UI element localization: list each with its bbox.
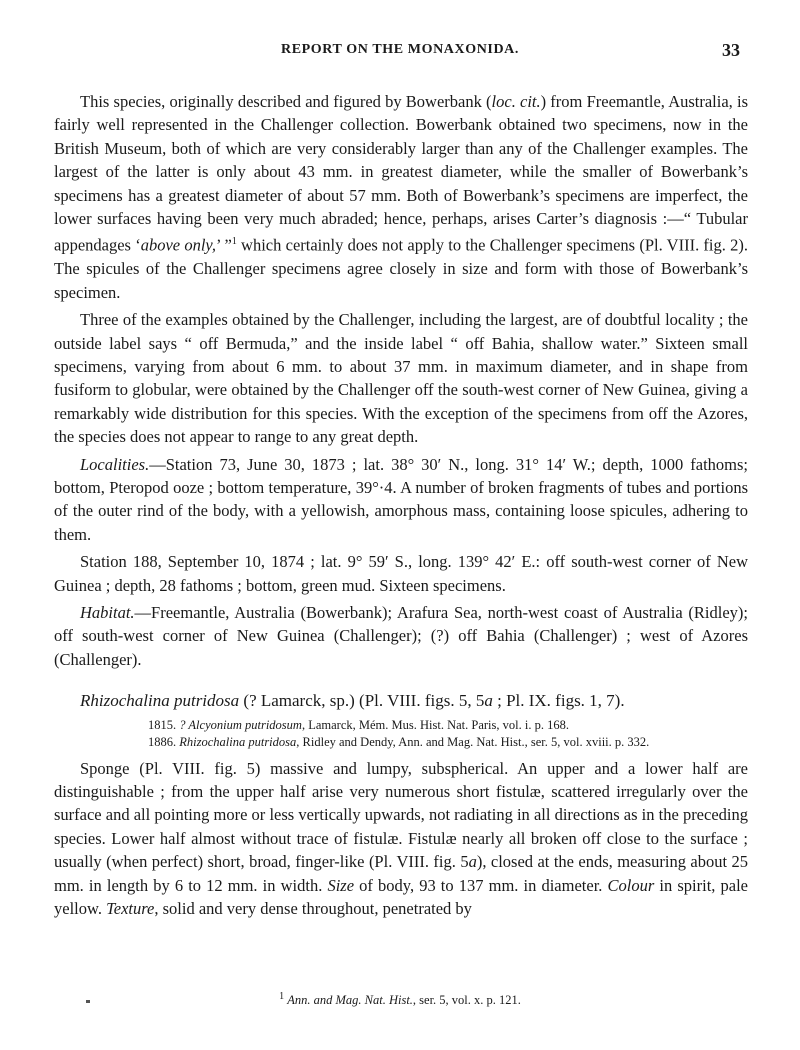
p1-text-a: This species, originally described and figured by Bowerbank (	[80, 92, 492, 111]
paragraph-station-188: Station 188, September 10, 1874 ; lat. 9° 59′ S., long. 139° 42′ E.: off south-west corner of New Guinea ; depth, 28 fathoms ; bottom, green mud. Sixteen specimens.	[54, 552, 748, 595]
desc-text-e: , solid and very dense throughout, penetrated by	[154, 899, 472, 919]
size-label: Size	[327, 875, 355, 895]
loc-cit: loc. cit.	[491, 92, 541, 111]
footnote-mark: 1	[279, 991, 285, 1002]
species-fig-a: a	[484, 691, 493, 711]
ref-year: 1886.	[148, 734, 177, 749]
species-rest-b: ; Pl. IX. figs. 1, 7).	[492, 691, 625, 711]
localities-text: —Station 73, June 30, 1873 ; lat. 38° 30′ N., long. 31° 14′ W.; depth, 1000 fathoms; bottom, Pteropod ooze ; bottom temperature, 39°·4. A number of broken fragments of tubes and portions of the outer rind of the body, with a yellowish, amorphous mass, containing loose spicules, adhering to them.	[54, 454, 748, 544]
ref-citation: , Lamarck, Mém. Mus. Hist. Nat. Paris, vol. i. p. 168.	[301, 717, 569, 732]
page-number: 33	[722, 40, 740, 60]
footnote	[0, 991, 800, 1008]
reference-1815	[54, 717, 748, 734]
above-only: above only,	[140, 235, 216, 255]
ref-query: ?	[176, 717, 189, 732]
running-head: REPORT ON THE MONAXONIDA.	[280, 42, 519, 57]
desc-text-c: of body, 93 to 137 mm. in diameter.	[354, 875, 608, 895]
desc-text-b: ), closed at the ends, measuring about 25 mm. in length by 6 to 12 mm. in width.	[54, 852, 748, 895]
desc-text-a: Sponge (Pl. VIII. fig. 5) massive and lumpy, subspherical. An upper and a lower half are distinguishable ; from the upper half arise very numerous short fistulæ, scattered irregularly over the surface and all pointing more or less vertically upwards, not radiating in all directions as in the preceding species. Lower half almost without trace of fistulæ. Fistulæ nearly all broken off close to the surface ; usually (when perfect) short, broad, finger-like (Pl. VIII. fig. 5	[54, 758, 748, 872]
reference-1886	[54, 734, 748, 751]
species-heading	[54, 689, 748, 712]
stray-mark	[86, 1000, 90, 1003]
body-text	[54, 90, 748, 925]
ref-taxon: Alcyonium putridosum	[188, 717, 302, 732]
footnote-journal: Ann. and Mag. Nat. Hist.	[287, 993, 413, 1008]
texture-label: Texture	[106, 899, 155, 919]
species-rest-a: (? Lamarck, sp.) (Pl. VIII. figs. 5, 5	[239, 691, 485, 711]
paragraph-bowerbank	[54, 90, 748, 304]
paragraph-examples: Three of the examples obtained by the Challenger, including the largest, are of doubtful locality ; the outside label says “ off Bermuda,” and the inside label “ off Bahia, shallow water.” Sixteen small specimens, varying from about 6 mm. to about 37 mm. in maximum diameter, and in shape from fusiform to globular, were obtained by the Challenger off the south-west corner of New Guinea, giving a remarkably wide distribution for this species. With the exception of the specimens from off the Azores, the species does not appear to range to any great depth.	[54, 310, 748, 447]
species-name: Rhizochalina putridosa	[80, 691, 240, 711]
footnote-rest: , ser. 5, vol. x. p. 121.	[412, 993, 521, 1008]
footnote-ref: 1	[231, 236, 237, 248]
ref-taxon: Rhizochalina putridosa	[179, 734, 297, 749]
p1-text-c: ’ ”	[215, 235, 232, 255]
p1-text-d: which certainly does not apply to the Challenger specimens (Pl. VIII. fig. 2). The spicules of the Challenger specimens agree closely in size and form with those of Bowerbank’s specimen.	[54, 235, 748, 302]
desc-text-d: in spirit, pale yellow.	[54, 875, 749, 919]
paragraph-habitat	[54, 601, 748, 671]
ref-citation: , Ridley and Dendy, Ann. and Mag. Nat. Hist., ser. 5, vol. xviii. p. 332.	[296, 734, 650, 749]
page-header	[54, 42, 746, 66]
paragraph-localities	[54, 453, 748, 547]
ref-year: 1815.	[148, 717, 177, 732]
colour-label: Colour	[607, 875, 655, 895]
habitat-text: —Freemantle, Australia (Bowerbank); Arafura Sea, north-west coast of Australia (Ridley); off south-west corner of New Guinea (Challenger); (?) off Bahia (Challenger) ; west of Azores (Challenger).	[54, 603, 748, 669]
localities-label: Localities.	[80, 454, 150, 474]
habitat-label: Habitat.	[80, 603, 135, 623]
p1-text-b: ) from Freemantle, Australia, is fairly well represented in the Challenger collection. Bowerbank obtained two specimens, now in the British Museum, both of which are very considerably larger than any of the Challenger examples. The largest of the latter is only about 43 mm. in greatest diameter, while the smaller of Bowerbank’s specimens has a greatest diameter of about 57 mm. Both of Bowerbank’s specimens are imperfect, the lower surfaces having been very much abraded; hence, perhaps, arises Carter’s diagnosis :—“ Tubular appendages ‘	[54, 92, 748, 255]
synonymy-references	[54, 717, 748, 751]
paragraph-description	[54, 757, 748, 921]
desc-fig-a: a	[468, 852, 477, 872]
